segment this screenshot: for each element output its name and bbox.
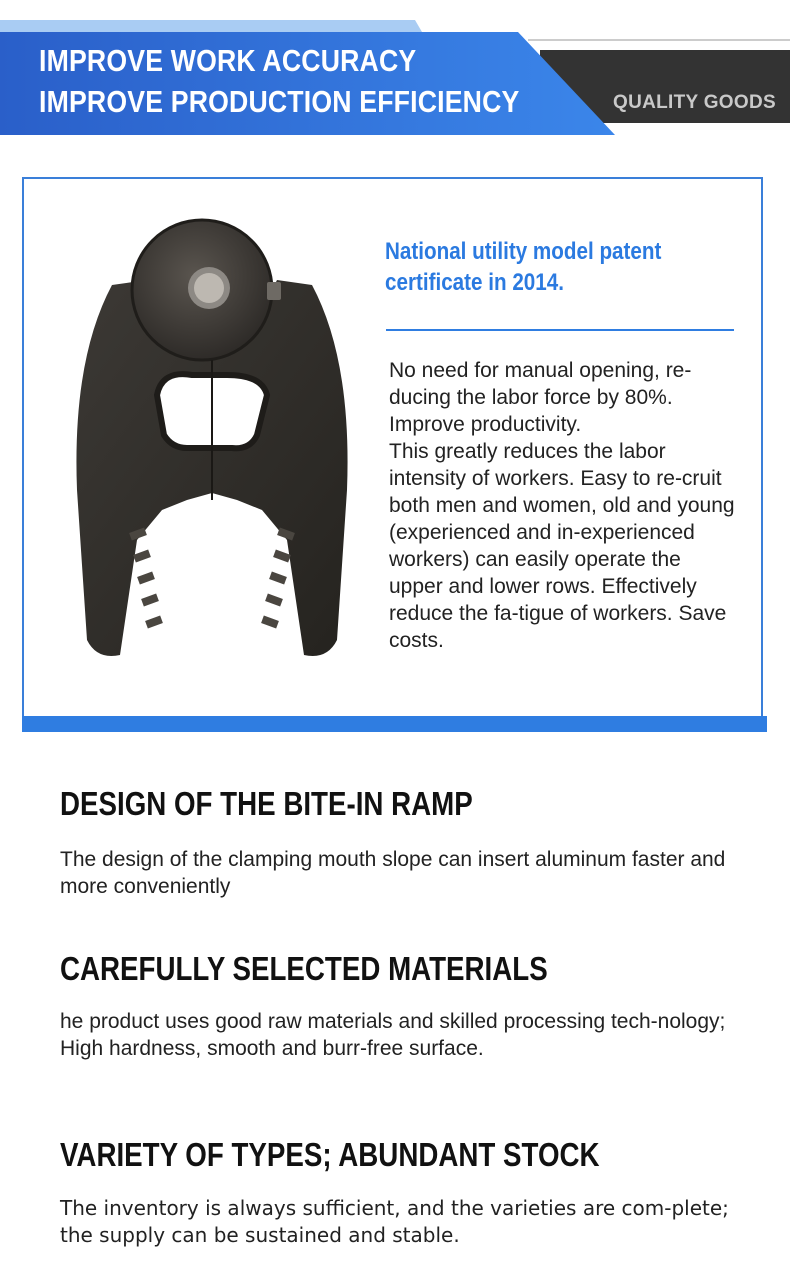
section-paragraph: The design of the clamping mouth slope can insert aluminum faster and more conveniently [60, 848, 726, 898]
card-paragraph: Improve productivity. [389, 413, 582, 436]
banner-line-2: IMPROVE PRODUCTION EFFICIENCY [39, 84, 520, 119]
clamp-gripper-icon [62, 210, 362, 670]
header-banner [0, 0, 790, 140]
card-paragraph: This greatly reduces the labor intensity of workers. Easy to re-cruit both men and women, old and young (experienced and in-experienced workers) can easily operate the upper and lower rows. Effectively reduce the fa-tigue of workers. Save costs. [389, 440, 735, 652]
card-heading-line-1: National utility model patent [385, 238, 662, 265]
section-paragraph: he product uses good raw materials and skilled processing tech-nology; [60, 1010, 726, 1033]
banner-line-1: IMPROVE WORK ACCURACY [39, 43, 417, 78]
card-divider [386, 329, 734, 331]
section-paragraph: The inventory is always sufficient, and the varieties are com-plete; the supply can be sustained and stable. [60, 1196, 729, 1247]
section-body-bite-in-ramp [60, 846, 760, 900]
card-heading-line-2: certificate in 2014. [385, 269, 564, 296]
quality-tag: QUALITY GOODS [613, 92, 776, 113]
section-body-materials [60, 1008, 760, 1062]
section-paragraph: High hardness, smooth and burr-free surface. [60, 1037, 484, 1060]
section-body-variety [60, 1195, 760, 1249]
card-heading [385, 236, 695, 298]
section-title-bite-in-ramp: DESIGN OF THE BITE-IN RAMP [60, 785, 473, 822]
section-title-materials: CAREFULLY SELECTED MATERIALS [60, 950, 548, 987]
card-description [389, 357, 735, 654]
card-paragraph: No need for manual opening, re-ducing the labor force by 80%. [389, 359, 692, 409]
section-title-variety: VARIETY OF TYPES; ABUNDANT STOCK [60, 1136, 600, 1173]
card-accent-bar [22, 716, 767, 732]
